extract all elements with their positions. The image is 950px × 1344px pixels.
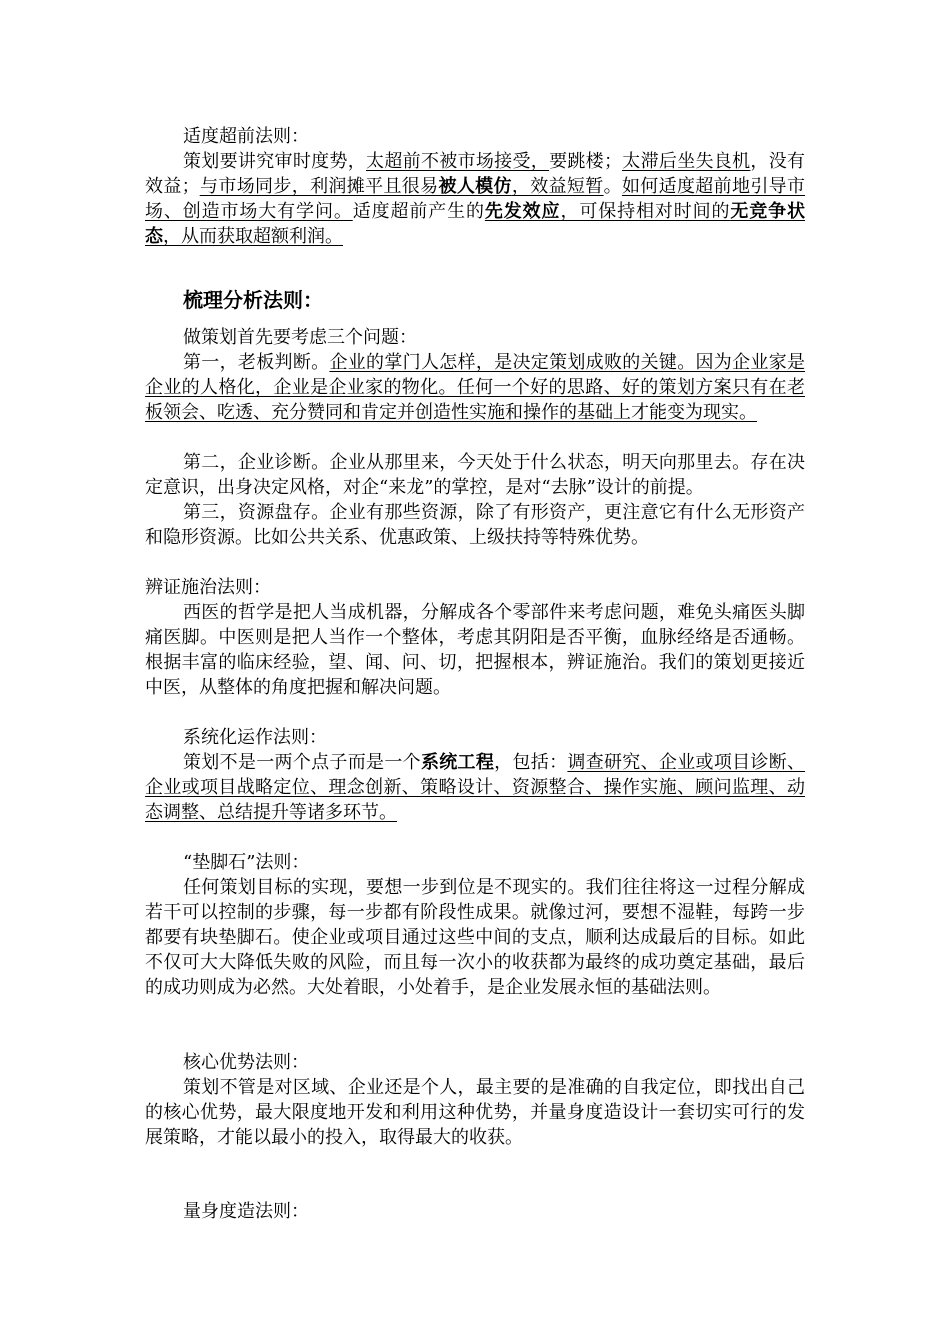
section-title-dialectic: 辨证施治法则： <box>145 577 271 598</box>
paragraph-advance: 策划要讲究审时度势，太超前不被市场接受，要跳楼；太滞后坐失良机，没有效益；与市场同步，利润摊平且很易被人模仿，效益短暂。如何适度超前地引导市场、创造市场大有学问。适度超前产生的先发效应，可保持相对时间的无竞争状态，从而获取超额利润。 <box>145 151 806 247</box>
section-title-systematic: 系统化运作法则： <box>183 727 327 748</box>
section-title-analysis: 梳理分析法则： <box>183 288 323 312</box>
paragraph-core-advantage: 策划不管是对区域、企业还是个人，最主要的是准确的自我定位，即找出自己的核心优势，最大限度地开发和利用这种优势，并量身度造设计一套切实可行的发展策略，才能以最小的投入，取得最大的收获。 <box>145 1077 805 1148</box>
paragraph-resource-inventory: 第三，资源盘存。企业有那些资源，除了有形资产，更注意它有什么无形资产和隐形资源。比如公共关系、优惠政策、上级扶持等特殊优势。 <box>145 502 805 548</box>
section-title-tailor-made: 量身度造法则： <box>183 1201 309 1222</box>
paragraph-dialectic: 西医的哲学是把人当成机器，分解成各个零部件来考虑问题，难免头痛医头脚痛医脚。中医则是把人当作一个整体，考虑其阴阳是否平衡，血脉经络是否通畅。根据丰富的临床经验，望、闻、问、切，把握根本，辨证施治。我们的策划更接近中医，从整体的角度把握和解决问题。 <box>145 602 805 698</box>
paragraph-enterprise-diagnosis: 第二，企业诊断。企业从那里来，今天处于什么状态，明天向那里去。存在决定意识，出身决定风格，对企“来龙”的掌控，是对“去脉”设计的前提。 <box>145 452 805 498</box>
section-title-core-advantage: 核心优势法则： <box>183 1052 309 1073</box>
paragraph-analysis-intro: 做策划首先要考虑三个问题： <box>183 327 417 348</box>
paragraph-stepping-stone: 任何策划目标的实现，要想一步到位是不现实的。我们往往将这一过程分解成若干可以控制的步骤，每一步都有阶段性成果。就像过河，要想不湿鞋，每跨一步都要有块垫脚石。使企业或项目通过这些中间的支点，顺利达成最后的目标。如此不仅可大大降低失败的风险，而且每一次小的收获都为最终的成功奠定基础，最后的成功则成为必然。大处着眼，小处着手，是企业发展永恒的基础法则。 <box>145 877 805 998</box>
section-title-advance: 适度超前法则： <box>183 126 309 147</box>
paragraph-systematic: 策划不是一两个点子而是一个系统工程，包括：调查研究、企业或项目诊断、企业或项目战略定位、理念创新、策略设计、资源整合、操作实施、顾问监理、动态调整、总结提升等诸多环节。 <box>145 752 806 823</box>
section-title-stepping-stone: “垫脚石”法则： <box>183 852 310 873</box>
paragraph-boss-judgment: 第一，老板判断。企业的掌门人怎样，是决定策划成败的关键。因为企业家是企业的人格化，企业是企业家的物化。任何一个好的思路、好的策划方案只有在老板领会、吃透、充分赞同和肯定并创造性实施和操作的基础上才能变为现实。 <box>145 352 806 423</box>
